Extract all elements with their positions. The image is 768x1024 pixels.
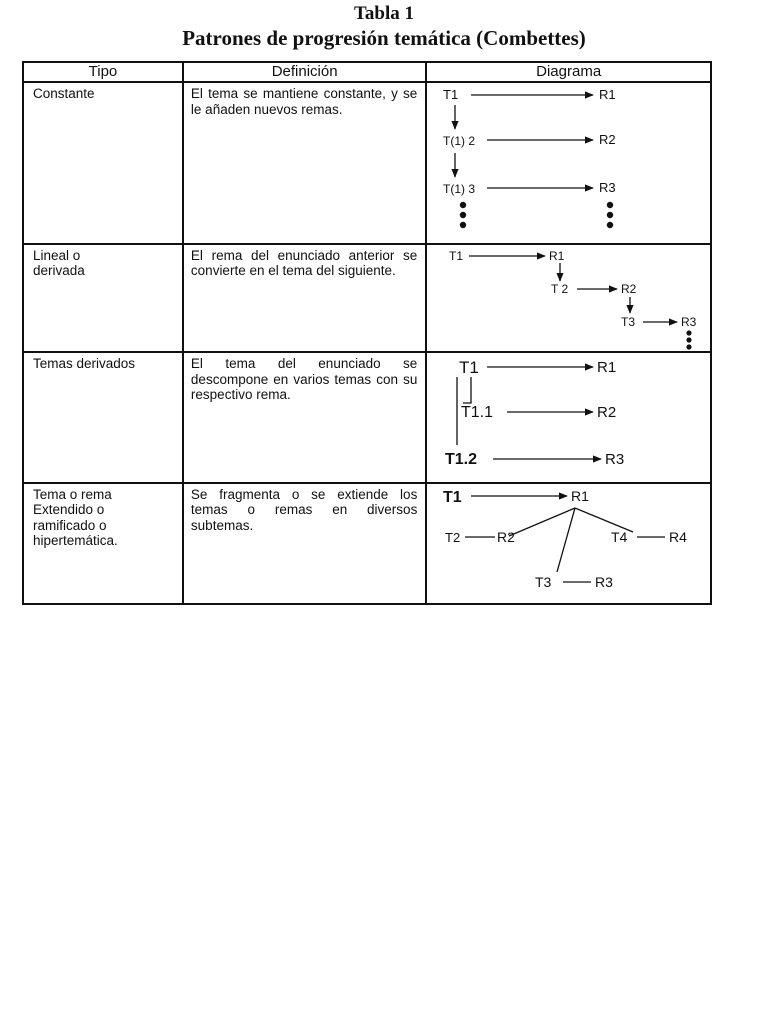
tipo-text: Tema o rema Extendido o ramificado o hipertemática. xyxy=(33,486,118,549)
tipo-text: Temas derivados xyxy=(33,356,136,372)
diagram-label-r1: R1 xyxy=(597,359,617,377)
ellipsis-dots xyxy=(687,330,692,349)
connector xyxy=(557,508,575,572)
diagram-label-t2: T 2 xyxy=(551,281,569,296)
diagram-label-r3: R3 xyxy=(605,451,625,469)
diagram-label-r1: R1 xyxy=(599,87,616,102)
progression-patterns-table xyxy=(22,61,712,605)
header-tipo: Tipo xyxy=(23,62,183,82)
tipo-cell xyxy=(23,82,183,244)
definicion-text: El rema del enunciado anterior se convierte en el tema del siguiente. xyxy=(190,247,418,279)
diagram-label-t3: T3 xyxy=(535,573,552,590)
connector xyxy=(463,377,471,403)
table-row xyxy=(23,244,711,352)
diagram-label-r2: R2 xyxy=(497,528,516,545)
diagram-label-t2: T(1) 2 xyxy=(443,134,476,148)
table-number: Tabla 1 xyxy=(353,3,415,24)
tipo-cell xyxy=(23,483,183,604)
linear-progression-diagram xyxy=(427,245,710,350)
diagram-label-t1: T1 xyxy=(449,248,464,263)
diagram-cell xyxy=(426,244,711,352)
tipo-cell xyxy=(23,244,183,352)
definicion-cell xyxy=(183,244,426,352)
diagram-cell xyxy=(426,352,711,483)
tipo-text: Constante xyxy=(33,86,95,101)
header-row xyxy=(23,62,711,82)
tipo-text: Lineal o derivada xyxy=(33,247,85,279)
definicion-cell xyxy=(183,483,426,604)
diagram-label-r1: R1 xyxy=(549,248,565,263)
definicion-text: El tema del enunciado se descompone en varios temas con su respectivo rema. xyxy=(190,356,418,403)
definicion-cell xyxy=(183,352,426,483)
derived-themes-diagram xyxy=(427,353,710,480)
diagram-label-t4: T4 xyxy=(611,528,628,545)
definicion-text: Se fragmenta o se extiende los temas o remas en diversos subtemas. xyxy=(190,486,418,533)
constant-progression-diagram xyxy=(427,83,710,241)
ellipsis-dots xyxy=(460,202,613,228)
diagram-cell xyxy=(426,82,711,244)
diagram-label-r3: R3 xyxy=(681,314,697,329)
diagram-label-r1: R1 xyxy=(571,487,590,504)
diagram-label-r2: R2 xyxy=(597,404,617,422)
diagram-label-t1: T1 xyxy=(443,488,462,506)
definicion-text: El tema se mantiene constante, y se le añaden nuevos remas. xyxy=(190,86,418,117)
table-title: Patrones de progresión temática (Combettes) xyxy=(182,26,586,50)
table-row xyxy=(23,352,711,483)
diagram-label-t2: T1.1 xyxy=(461,404,494,422)
connector xyxy=(509,508,575,536)
diagram-label-t3: T1.2 xyxy=(445,451,478,469)
diagram-label-r4: R4 xyxy=(669,528,688,545)
diagram-label-t1: T1 xyxy=(459,358,480,378)
table-row xyxy=(23,82,711,244)
diagram-label-r2: R2 xyxy=(621,281,637,296)
diagram-label-t2: T2 xyxy=(445,529,461,545)
ramified-theme-diagram xyxy=(427,484,710,602)
definicion-cell xyxy=(183,82,426,244)
diagram-cell xyxy=(426,483,711,604)
diagram-label-r3: R3 xyxy=(599,180,616,195)
table-row xyxy=(23,483,711,604)
diagram-label-t1: T1 xyxy=(443,87,459,102)
header-diagrama: Diagrama xyxy=(426,62,711,82)
diagram-label-t3: T3 xyxy=(621,314,636,329)
diagram-label-t3: T(1) 3 xyxy=(443,182,476,196)
tipo-cell xyxy=(23,352,183,483)
header-definicion: Definición xyxy=(183,62,426,82)
diagram-label-r2: R2 xyxy=(599,132,616,147)
diagram-label-r3: R3 xyxy=(595,573,614,590)
